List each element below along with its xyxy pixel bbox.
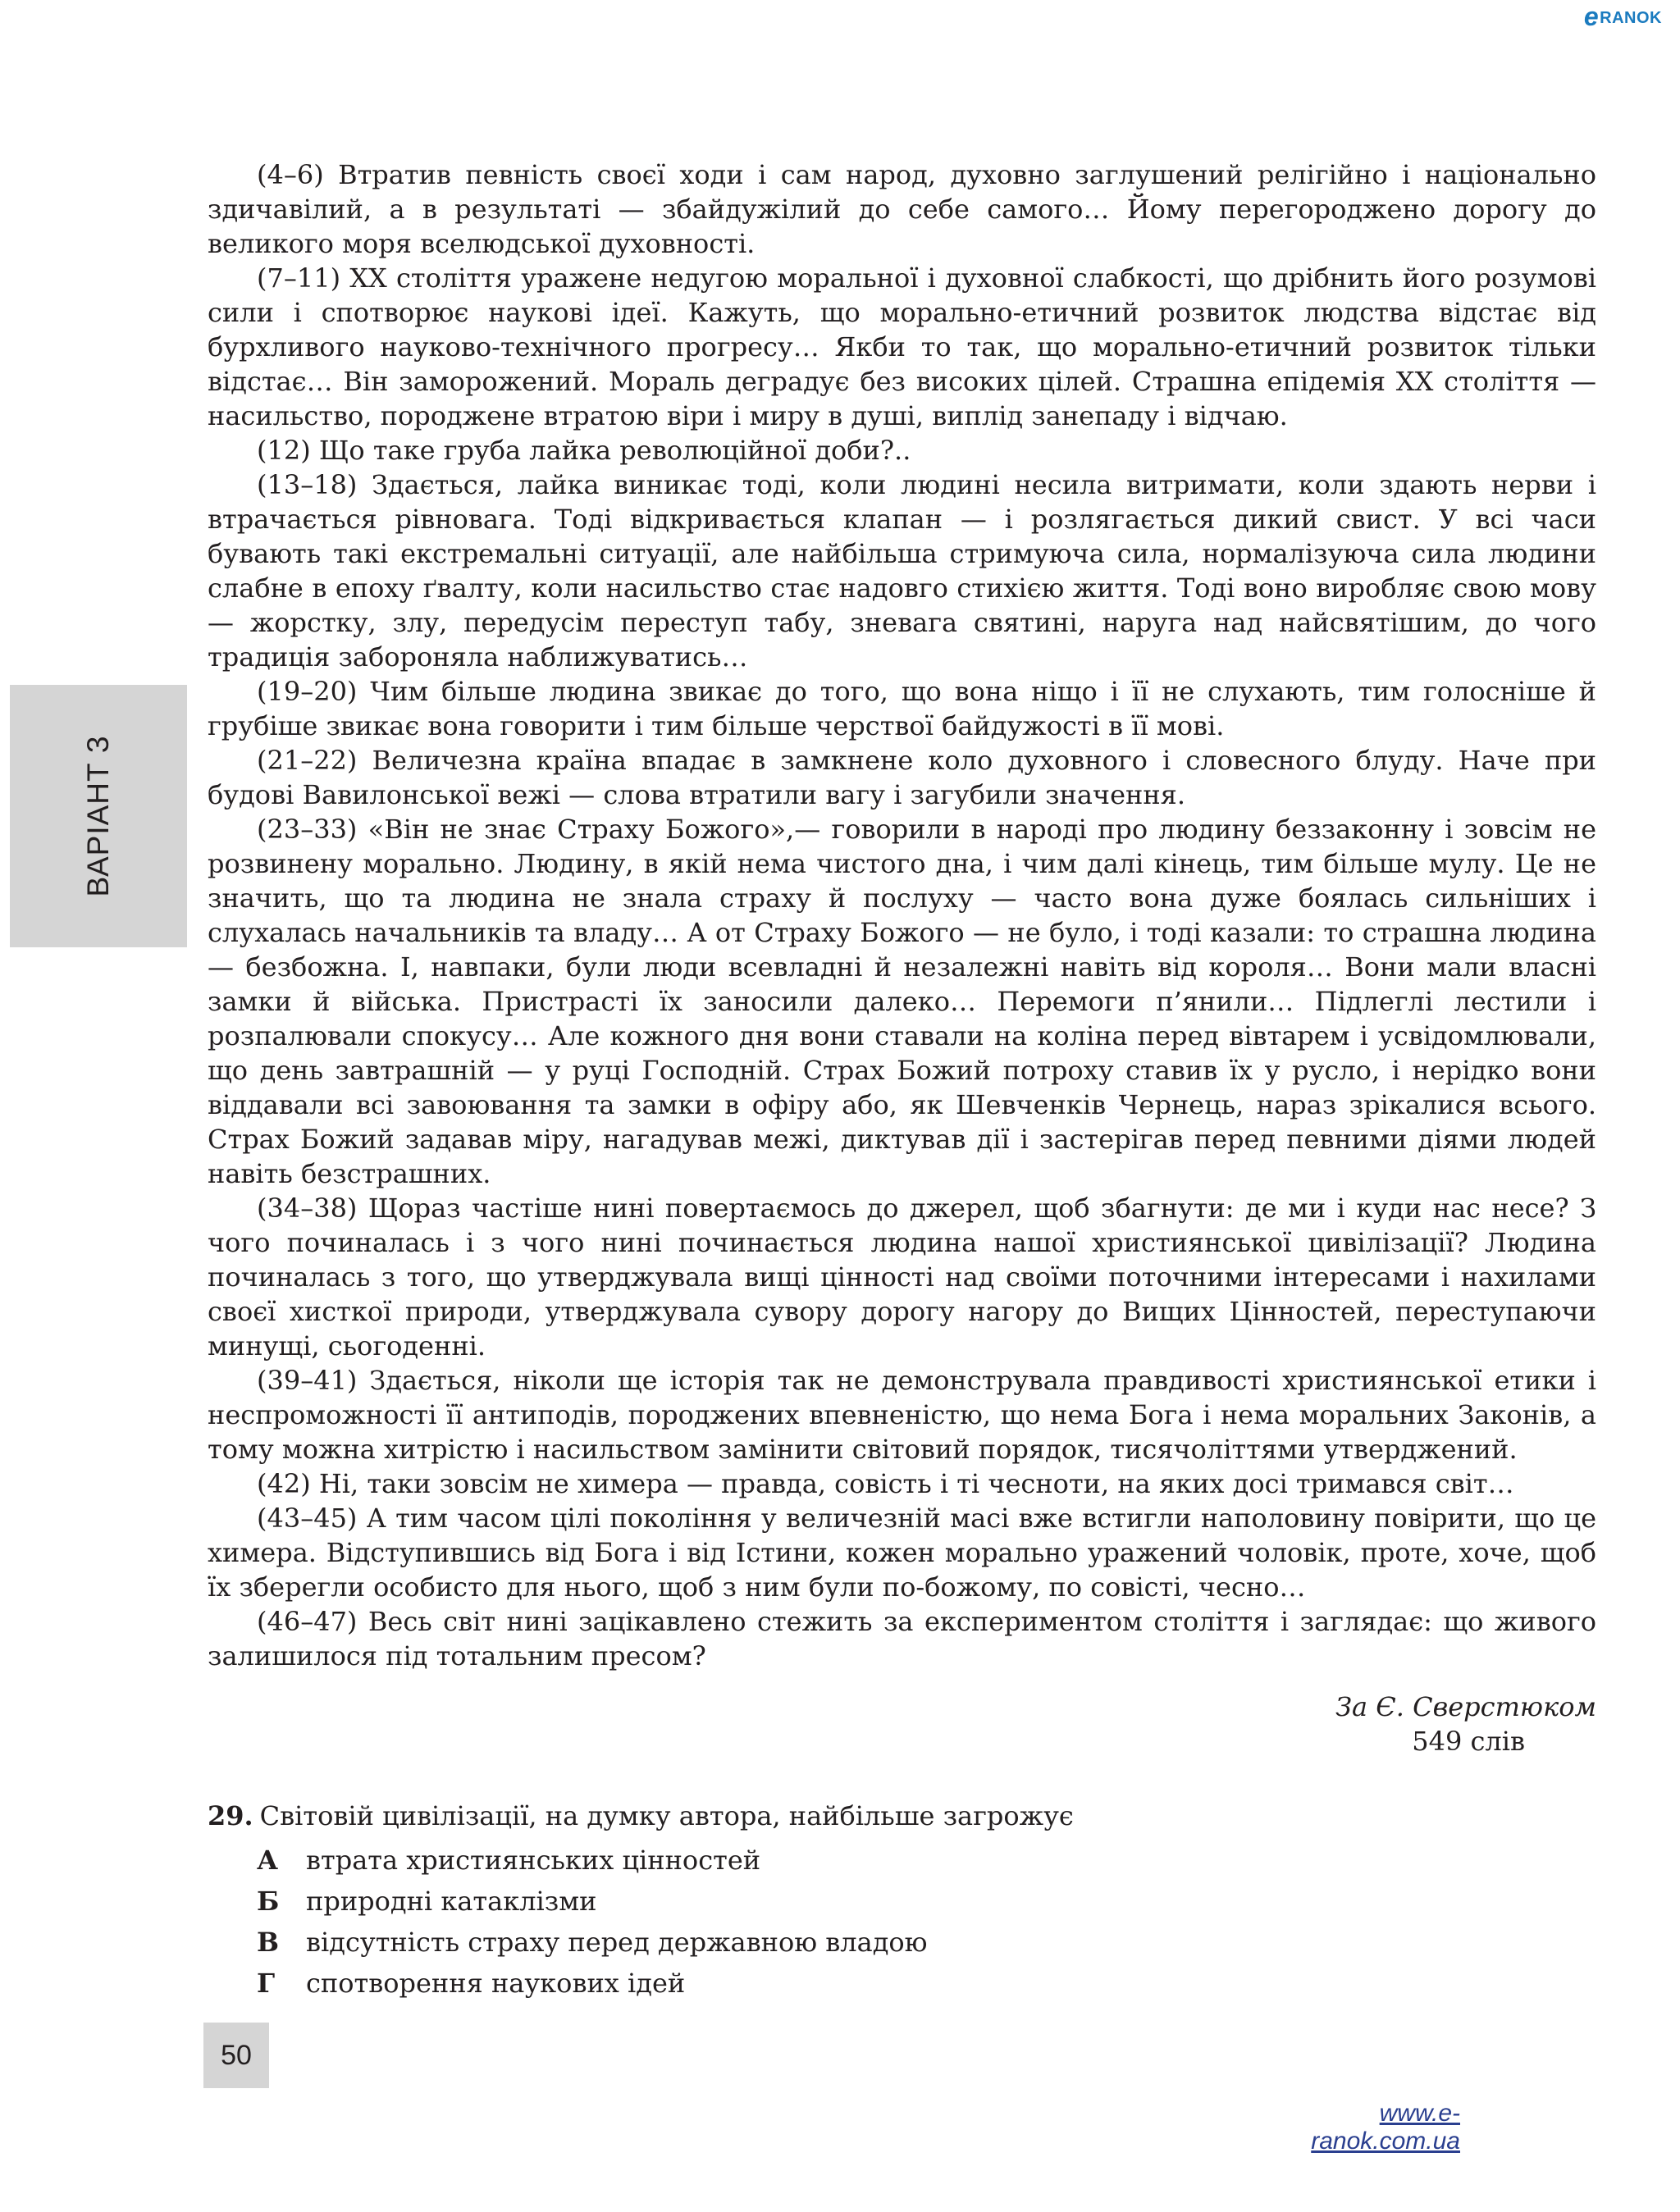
paragraph: (7–11) XX століття уражене недугою моральної і духовної слабкості, що дрібнить його розумові сили і спотворює наукові ідеї. Кажуть, що морально-етичний розвиток людства відстає від бурхливого науково-технічного прогресу… Якби то так, що морально-етичний розвиток тільки відстає… Він заморожений. Мораль деградує без високих цілей. Страшна епідемія XX століття — насильство, породжене втратою віри і миру в душі, виплід занепаду і відчаю.: [208, 262, 1596, 431]
paragraph: (39–41) Здається, ніколи ще історія так не демонструвала правдивості християнської етики і неспроможності її антиподів, породжених впевненістю, що нема Бога і нема моральних Законів, а тому можна хитрістю і насильством замінити світовий порядок, тисячоліттями утверджений.: [208, 1365, 1596, 1465]
word-count: 549 слів: [1412, 1726, 1525, 1757]
option-text: втрата християнських цінностей: [306, 1845, 761, 1876]
question-block: [208, 1799, 1596, 2004]
option-letter: Г: [257, 1968, 276, 1999]
question-stem: [208, 1799, 1596, 1833]
option-text: відсутність страху перед державною владою: [306, 1927, 928, 1958]
paragraph: (13–18) Здається, лайка виникає тоді, коли людині несила витримати, коли здають нерви і втрачається рівновага. Тоді відкривається клапан — і розлягається дикий свист. У всі часи бувають такі екстремальні ситуації, але найбільша стримуюча сила, нормалізуюча сила людини слабне в епоху ґвалту, коли насильство стає надовго стихією життя. Тоді воно виробляє свою мову — жорстку, злу, передусім переступ табу, зневага святині, наруга над найсвятішим, до чого традиція забороняла наближуватись…: [208, 469, 1596, 673]
answer-options: [208, 1840, 1596, 2004]
option-letter: В: [257, 1927, 280, 1958]
variant-side-tab: [10, 685, 187, 947]
paragraph: (19–20) Чим більше людина звикає до того, що вона ніщо і її не слухають, тим голосніше й грубіше звикає вона говорити і тим більше черствої байдужості в її мові.: [208, 676, 1596, 741]
source-attribution: [984, 1690, 1596, 1758]
answer-option-v[interactable]: [208, 1922, 1596, 1963]
paragraph: (12) Що таке груба лайка революційної доби?..: [257, 435, 911, 466]
question-text: Світовій цивілізації, на думку автора, найбільше загрожує: [259, 1800, 1074, 1831]
author-credit: За Є. Сверстюком: [1335, 1691, 1596, 1722]
option-text: спотворення наукових ідей: [306, 1968, 686, 1999]
variant-label: ВАРІАНТ 3: [81, 735, 115, 897]
option-letter: Б: [257, 1886, 280, 1917]
publisher-logo: [1584, 2, 1662, 32]
option-text: природні катаклізми: [306, 1886, 597, 1917]
paragraph: (46–47) Весь світ нині зацікавлено стежить за експериментом століття і заглядає: що живого залишилося під тотальним пресом?: [208, 1606, 1596, 1672]
question-number: 29.: [208, 1800, 253, 1831]
paragraph: (42) Ні, таки зовсім не химера — правда, совість і ті чесноти, на яких досі тримався світ…: [257, 1468, 1514, 1499]
paragraph: (21–22) Величезна країна впадає в замкнене коло духовного і словесного блуду. Наче при будові Вавилонської вежі — слова втратили вагу і загубили значення.: [208, 745, 1596, 810]
paragraph: (43–45) А тим часом цілі покоління у величезній масі вже встигли наполовину повірити, що це химера. Відступившись від Бога і від Істини, кожен морально уражений чоловік, проте, хоче, щоб їх зберегли особисто для нього, щоб з ним були по-божому, по совісті, чесно…: [208, 1503, 1596, 1603]
paragraph: (4–6) Втратив певність своєї ходи і сам народ, духовно заглушений релігійно і національно здичавілий, а в результаті — збайдужілий до себе самого… Йому перегороджено дорогу до великого моря вселюдської духовності.: [208, 159, 1596, 259]
logo-e-icon: e: [1583, 2, 1600, 31]
page-number: 50: [203, 2023, 269, 2088]
answer-option-a[interactable]: [208, 1840, 1596, 1881]
paragraph: (23–33) «Він не знає Страху Божого»,— говорили в народі про людину беззаконну і зовсім не розвинену морально. Людину, в якій нема чистого дна, і чим далі кінець, тим більше мулу. Це не значить, що та людина не знала страху й послуху — часто вона дуже боялась сильніших і слухалась начальників та владу… А от Страху Божого — не було, і тоді казали: то страшна людина — безбожна. І, навпаки, були люди всевладні й незалежні навіть від короля… Вони мали власні замки й війська. Пристрасті їх заносили далеко… Перемоги п’янили… Підлеглі лестили і розпалювали спокусу… Але кожного дня вони ставали на коліна перед вівтарем і усвідомлювали, що день завтрашній — у руці Господній. Страх Божий потроху ставив їх у русло, і нерідко вони віддавали всі завоювання та замки в офіру або, як Шевченків Чернець, нараз зрікалися всього. Страх Божий задавав міру, нагадував межі, диктував дії і застерігав перед певними діями людей навіть безстрашних.: [208, 814, 1596, 1189]
answer-option-b[interactable]: [208, 1881, 1596, 1922]
paragraph: (34–38) Щораз частіше нині повертаємось до джерел, щоб збагнути: де ми і куди нас несе? З чого починалась і з чого нині починається людина нашої християнської цивілізації? Людина починалась з того, що утверджувала вищі цінності над своїми поточними інтересами і нахилами своєї хисткої природи, утверджувала сувору дорогу нагору до Вищих Цінностей, переступаючи минущі, сьогоденні.: [208, 1193, 1596, 1361]
article-text: [208, 157, 1596, 1673]
logo-text: RANOK: [1600, 9, 1662, 27]
answer-option-h[interactable]: [208, 1963, 1596, 2004]
option-letter: А: [257, 1845, 279, 1876]
website-link[interactable]: www.e-ranok.com.ua: [1311, 2100, 1460, 2155]
